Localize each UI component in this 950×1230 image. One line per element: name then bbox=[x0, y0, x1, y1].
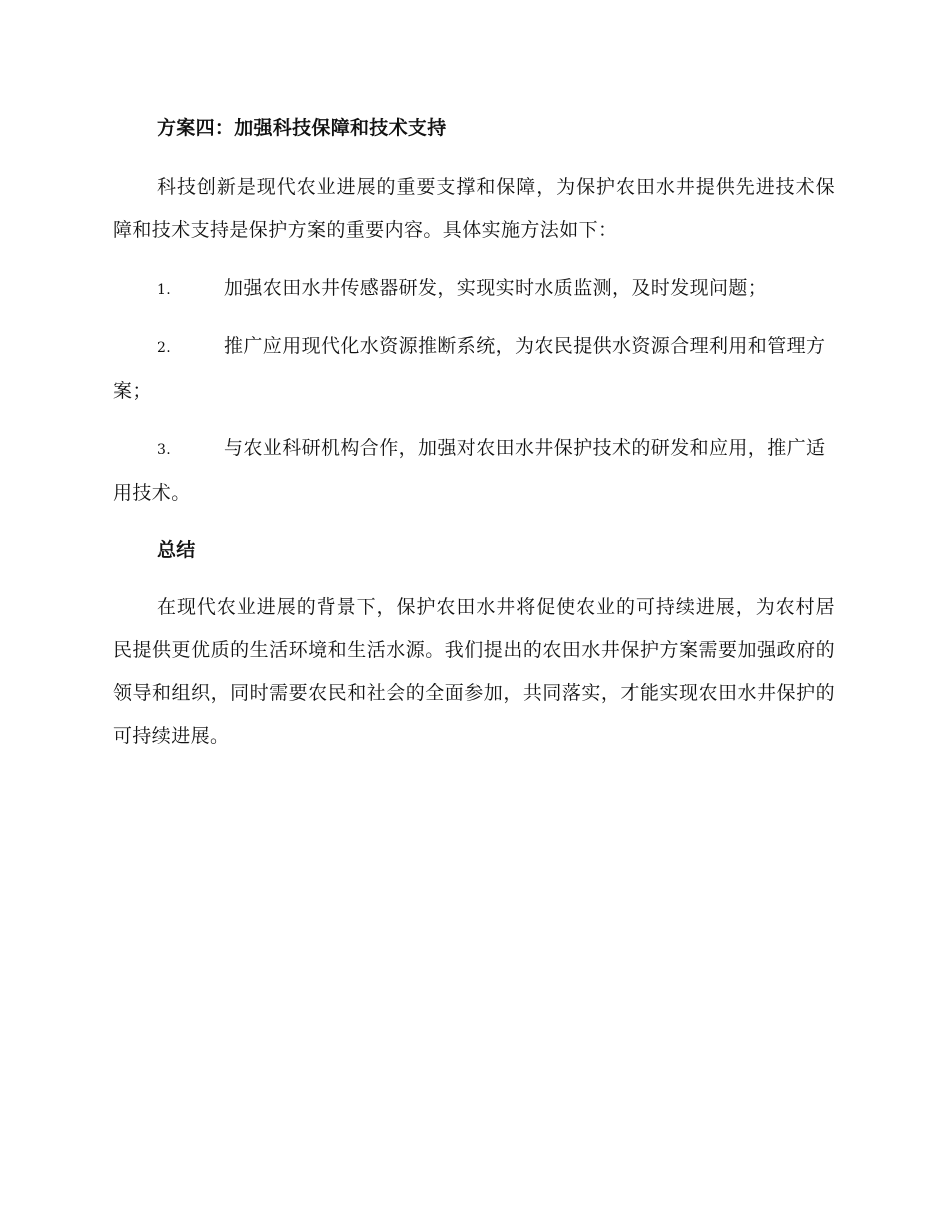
list-item-3-number: 3. bbox=[157, 442, 172, 458]
list-item-3 bbox=[113, 427, 835, 515]
summary-paragraph: 在现代农业进展的背景下，保护农田水井将促使农业的可持续进展，为农村居民提供更优质的生活环境和生活水源。我们提出的农田水井保护方案需要加强政府的领导和组织，同时需要农民和社会的全面参加，共同落实，才能实现农田水井保护的可持续进展。 bbox=[113, 596, 835, 747]
list-item-2-text: 推广应用现代化水资源推断系统，为农民提供水资源合理利用和管理方案； bbox=[113, 335, 826, 402]
list-item-1 bbox=[113, 267, 835, 312]
list-item-1-text: 加强农田水井传感器研发，实现实时水质监测，及时发现问题； bbox=[224, 277, 768, 299]
section4-intro-paragraph: 科技创新是现代农业进展的重要支撑和保障，为保护农田水井提供先进技术保障和技术支持是保护方案的重要内容。具体实施方法如下： bbox=[113, 176, 835, 241]
list-item-2 bbox=[113, 325, 835, 413]
list-item-3-text: 与农业科研机构合作，加强对农田水井保护技术的研发和应用，推广适用技术。 bbox=[113, 437, 826, 504]
list-item-2-number: 2. bbox=[157, 340, 172, 356]
summary-heading: 总结 bbox=[157, 539, 196, 561]
list-item-1-number: 1. bbox=[157, 282, 172, 298]
section4-heading: 方案四：加强科技保障和技术支持 bbox=[157, 117, 447, 139]
